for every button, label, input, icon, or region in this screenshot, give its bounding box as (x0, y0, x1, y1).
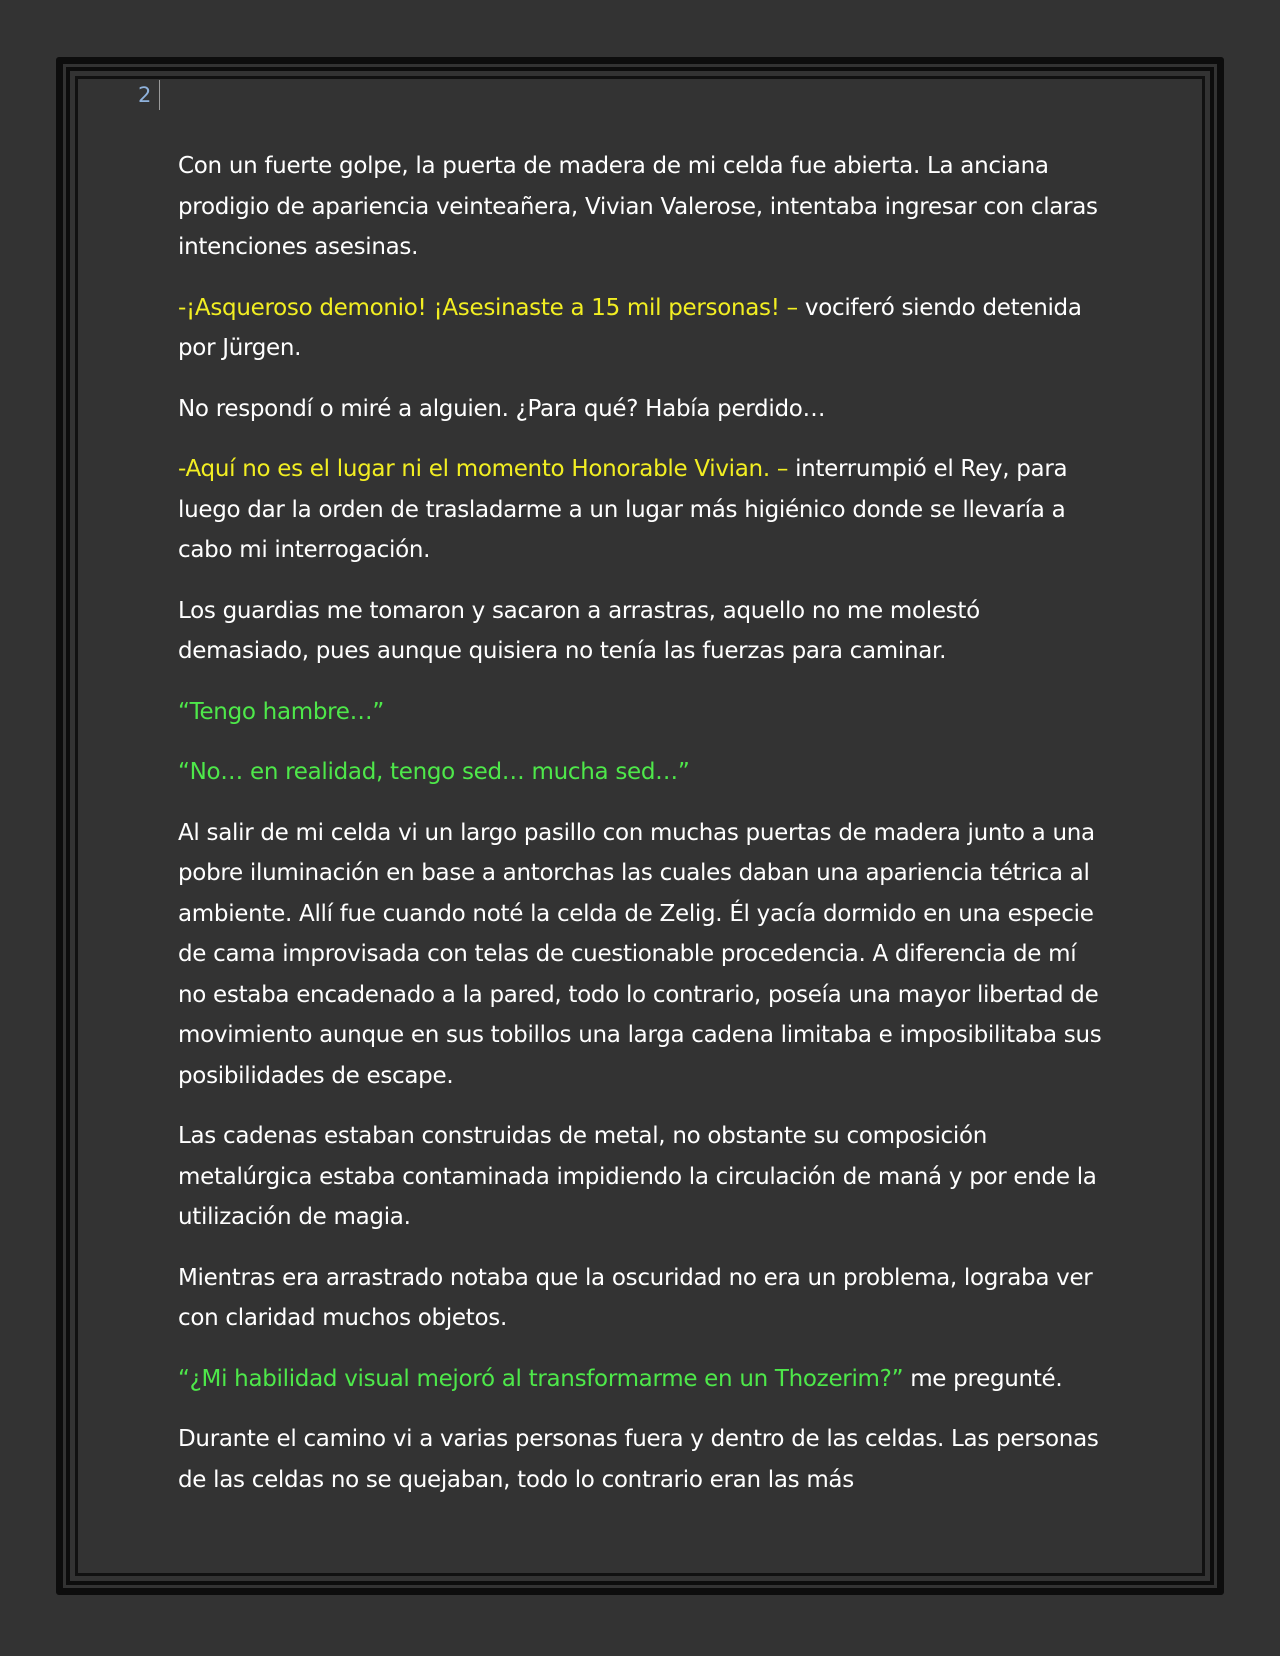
inner-thought: “¿Mi habilidad visual mejoró al transformarme en un Thozerim?” (178, 1365, 904, 1392)
inner-thought: “Tengo hambre…” (178, 698, 384, 725)
paragraph-5: Los guardias me tomaron y sacaron a arrastras, aquello no me molestó demasiado, pues aunque quisiera no tenía las fuerzas para caminar. (178, 597, 980, 664)
paragraph-9: Las cadenas estaban construidas de metal, no obstante su composición metalúrgica estaba contaminada impidiendo la circulación de maná y por ende la utilización de magia. (178, 1123, 1097, 1230)
paragraph-4: -Aquí no es el lugar ni el momento Honorable Vivian. – interrumpió el Rey, para luego dar la orden de trasladarme a un lugar más higiénico donde se llevaría a cabo mi interrogación. (178, 456, 1068, 563)
paragraph-3: No respondí o miré a alguien. ¿Para qué? Había perdido… (178, 395, 826, 422)
inner-thought: “No… en realidad, tengo sed… mucha sed…” (178, 759, 690, 785)
paragraph-8: Al salir de mi celda vi un largo pasillo con muchas puertas de madera junto a una pobre iluminación en base a antorchas las cuales daban una apariencia tétrica al ambiente. Allí fue cuando noté la celda de Zelig. Él yacía dormido en una especie de cama improvisada con telas de cuestionable procedencia. A diferencia de mí no estaba encadenado a la pared, todo lo contrario, poseía una mayor libertad de movimiento aunque en sus tobillos una larga cadena limitaba e imposibilitaba sus posibilidades de escape. (178, 819, 1102, 1089)
paragraph-1: Con un fuerte golpe, la puerta de madera de mi celda fue abierta. La anciana prodigio de apariencia veinteañera, Vivian Valerose, intentaba ingresar con claras intenciones asesinas. (178, 153, 1098, 260)
paragraph-11: “¿Mi habilidad visual mejoró al transformarme en un Thozerim?” me pregunté. (178, 1365, 1063, 1392)
spoken-dialogue: -¡Asqueroso demonio! ¡Asesinaste a 15 mil personas! – (178, 294, 798, 321)
paragraph-10: Mientras era arrastrado notaba que la oscuridad no era un problema, lograba ver con claridad muchos objetos. (178, 1264, 1093, 1331)
spoken-dialogue: -Aquí no es el lugar ni el momento Honorable Vivian. – (178, 456, 789, 482)
paragraph-7 (178, 752, 1108, 793)
paragraph-2: -¡Asqueroso demonio! ¡Asesinaste a 15 mil personas! – vociferó siendo detenida por Jürgen. (178, 294, 1082, 361)
document-body (178, 146, 1108, 1520)
page-number: 2 (138, 80, 160, 110)
paragraph-12: Durante el camino vi a varias personas fuera y dentro de las celdas. Las personas de las celdas no se quejaban, todo lo contrario eran las más (178, 1426, 1099, 1493)
paragraph-6 (178, 692, 1108, 733)
